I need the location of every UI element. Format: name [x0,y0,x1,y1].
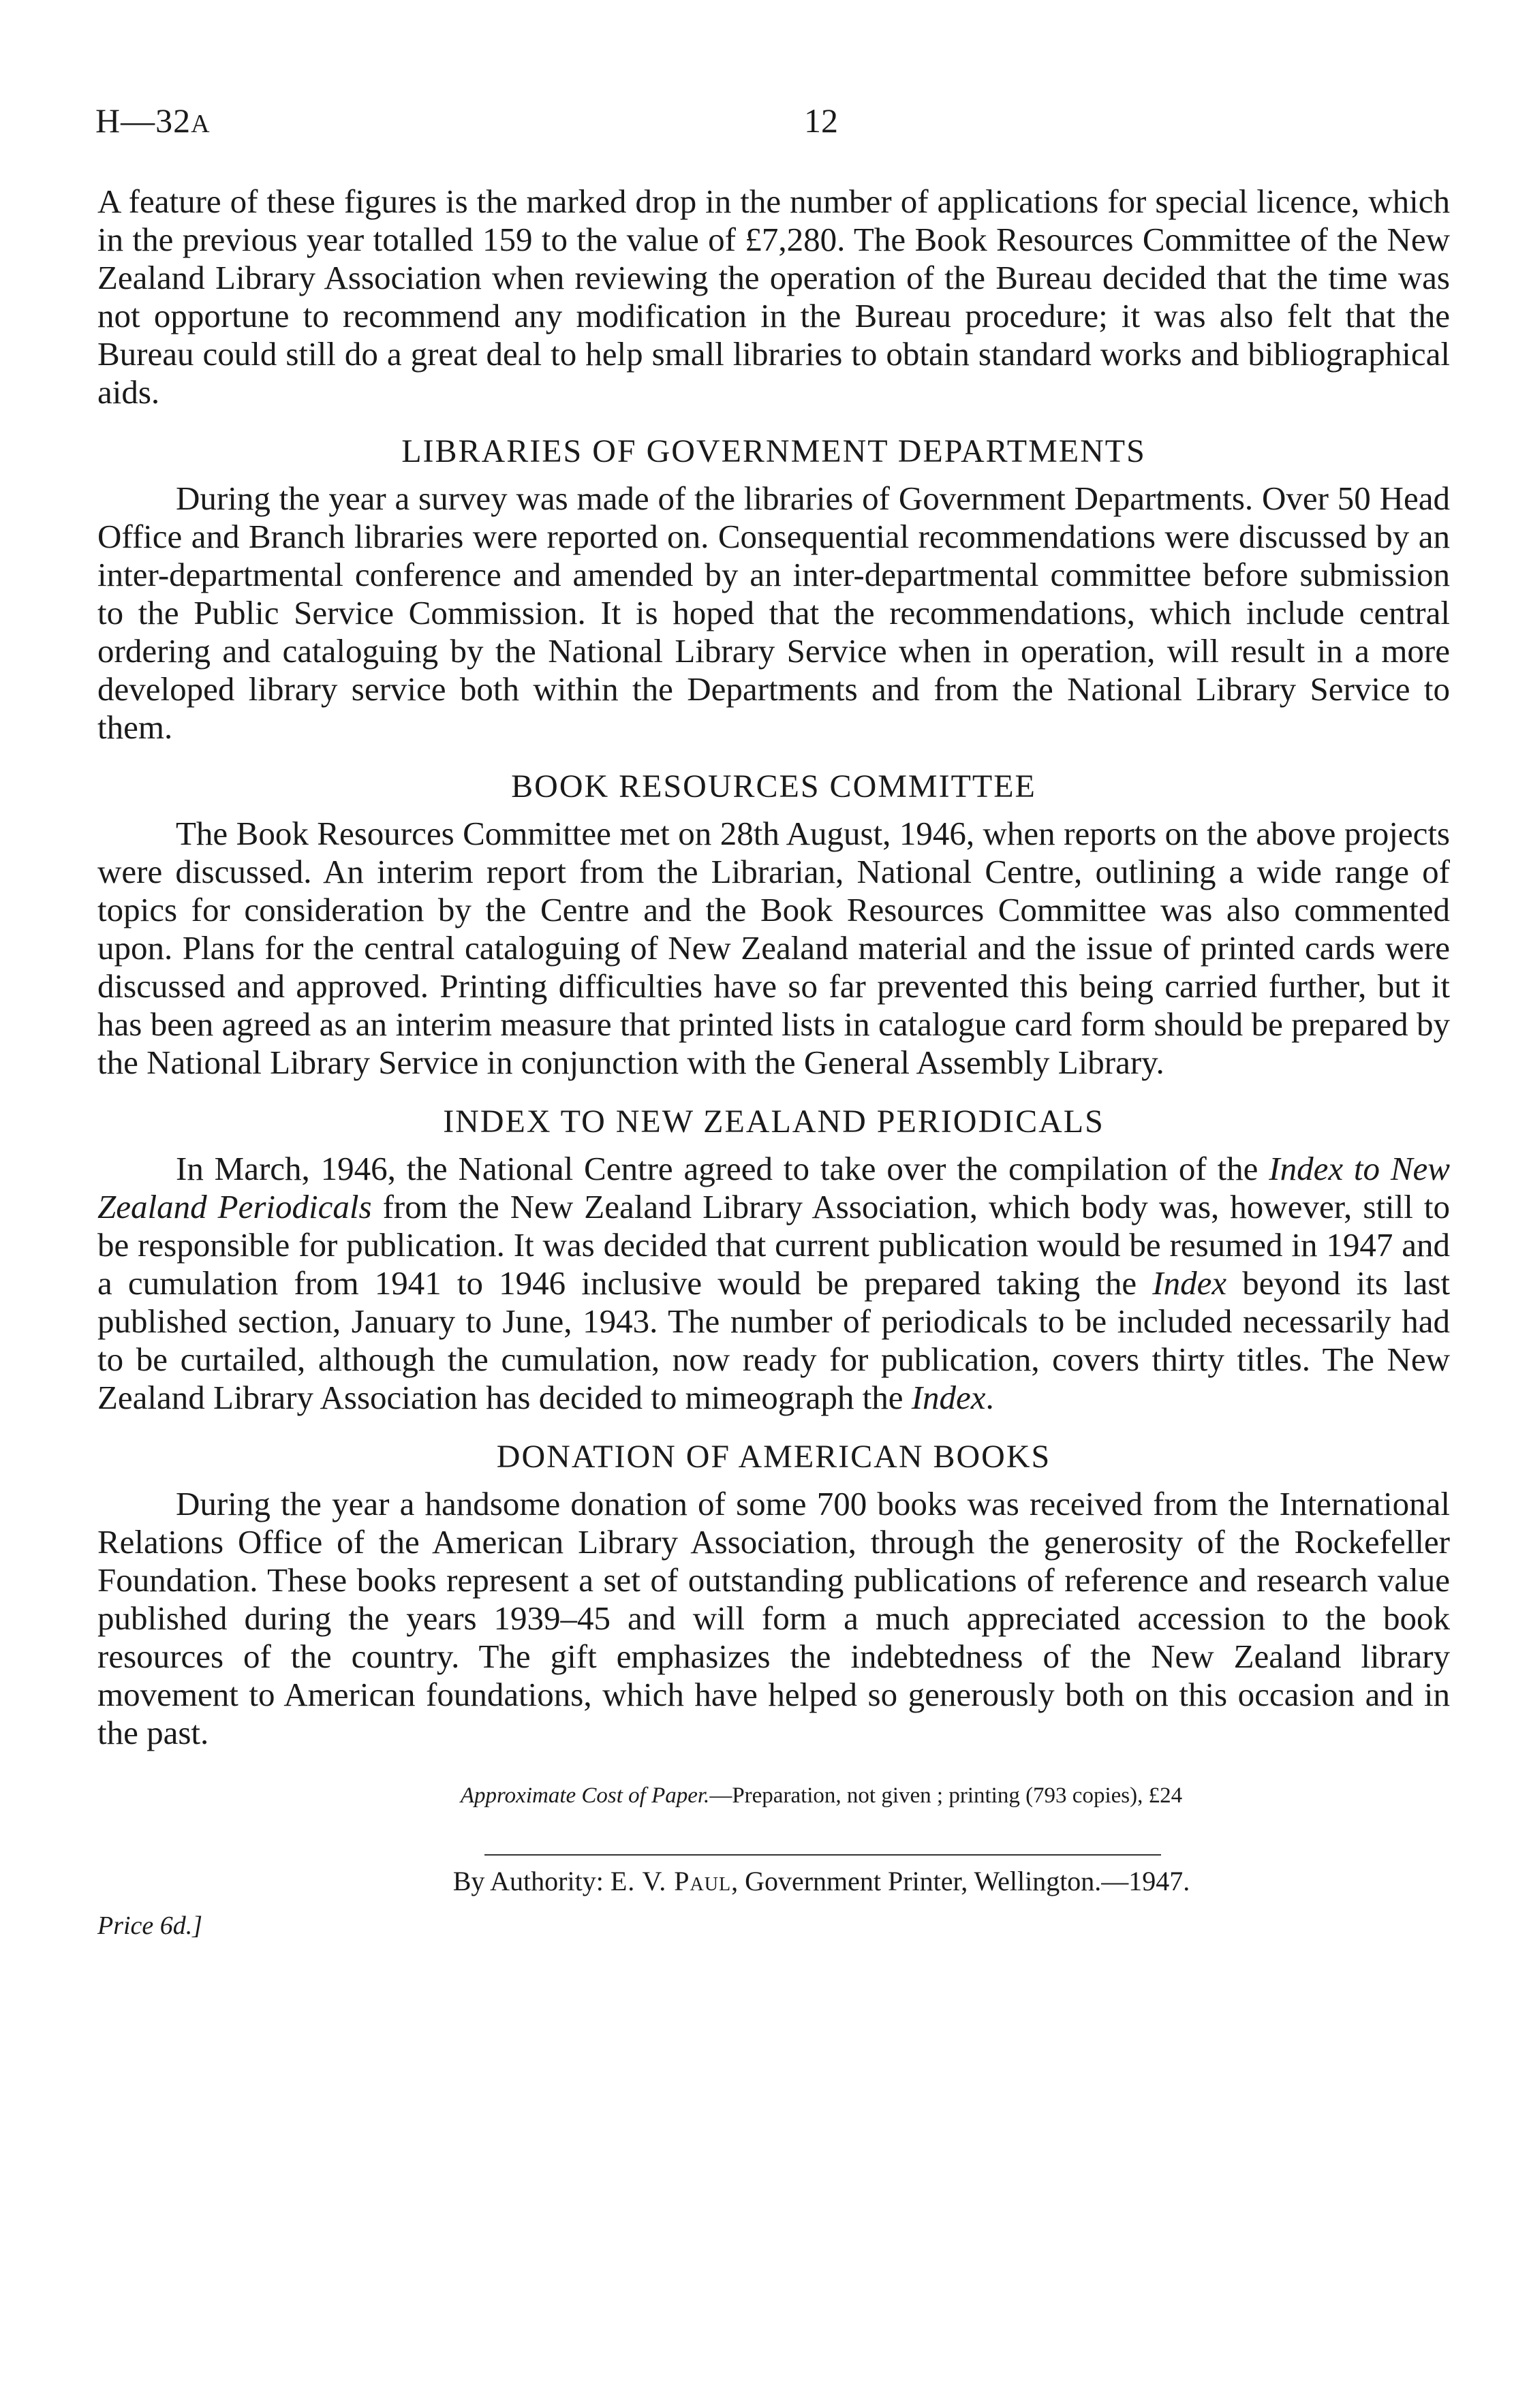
paragraph-government-libraries: During the year a survey was made of the libraries of Government Departments. Over 50 Head Office and Branch libraries were reported on. Consequential recommendations were discussed by an inter-departmental conference and amended by an inter-departmental committee before submission to the Public Service Commission. It is hoped that the recommendations, which include central ordering and cataloguing by the National Library Service when in operation, will result in a more developed library service both within the Departments and from the National Library Service to them. [97,480,1450,746]
heading-index-periodicals: INDEX TO NEW ZEALAND PERIODICALS [443,1104,1105,1140]
index-text-3: beyond its last published section, January to June, 1943. The number of periodicals to be included necessarily had to be curtailed, although the cumulation, now ready for publication, covers thirty titles. The New Zealand Library Association has decided to mimeograph the [97,1264,1450,1416]
index-text-2: from the New Zealand Library Association, which body was, however, still to be responsible for publication. It was decided that current publication would be resumed in 1947 and a cumulation from 1941 to 1946 inclusive would be prepared taking the [97,1188,1450,1302]
index-word-italic-2: Index [911,1379,986,1416]
cost-text: —Preparation, not given ; printing (793 copies), £24 [709,1783,1183,1808]
printer-authority [97,1865,1450,1898]
price-label: Price 6d.] [97,1911,203,1940]
paragraph-donation: During the year a handsome donation of some 700 books was received from the International Relations Office of the American Library Association, through the generosity of the Rockefeller Foundation. These books represent a set of outstanding publications of reference and research value published during the years 1939–45 and will form a much appreciated accession to the book resources of the country. The gift emphasizes the indebtedness of the New Zealand library movement to American foundations, which have helped so generously both on this occasion and in the past. [97,1485,1450,1751]
authority-rest: , Government Printer, Wellington.—1947. [731,1866,1190,1896]
page-header [95,101,1445,148]
series-suffix: A [191,110,211,138]
heading-government-libraries: LIBRARIES OF GOVERNMENT DEPARTMENTS [401,433,1146,469]
heading-book-resources: BOOK RESOURCES COMMITTEE [511,768,1036,804]
intro-paragraph: A feature of these figures is the marked drop in the number of applications for special licence, which in the previous year totalled 159 to the value of £7,280. The Book Resources Committee of the New Zealand Library Association when reviewing the operation of the Bureau decided that the time was not opportune to recommend any modification in the Bureau procedure; it was also felt that the Bureau could still do a great deal to help small libraries to obtain standard works and bibliographical aids. [97,183,1450,411]
page-number: 12 [804,101,838,140]
cost-of-paper-note [97,1782,1450,1809]
document-reference [95,101,211,140]
authority-prefix: By Authority: [452,1866,611,1896]
paragraph-book-resources: The Book Resources Committee met on 28th August, 1946, when reports on the above projects were discussed. An interim report from the Librarian, National Centre, outlining a wide range of topics for consideration by the Centre and the Book Resources Committee was also commented upon. Plans for the central cataloguing of New Zealand material and the issue of printed cards were discussed and approved. Printing difficulties have so far prevented this being carried further, but it has been agreed as an interim measure that printed lists in catalogue card form should be prepared by the National Library Service in conjunction with the General Assembly Library. [97,815,1450,1081]
heading-donation: DONATION OF AMERICAN BOOKS [496,1439,1051,1475]
cost-label: Approximate Cost of Paper. [460,1783,710,1808]
footer-rule [484,1854,1161,1856]
index-text-1: In March, 1946, the National Centre agreed to take over the compilation of the [176,1150,1269,1187]
index-word-italic-1: Index [1152,1264,1227,1302]
printer-name: E. V. Paul [610,1866,732,1896]
index-title-italic: Index to New Zealand Periodicals [97,1150,1450,1225]
index-text-4: . [985,1379,994,1416]
series-main: H—32 [95,101,191,140]
paragraph-index-periodicals [97,1150,1450,1417]
page-content [97,183,1450,1941]
